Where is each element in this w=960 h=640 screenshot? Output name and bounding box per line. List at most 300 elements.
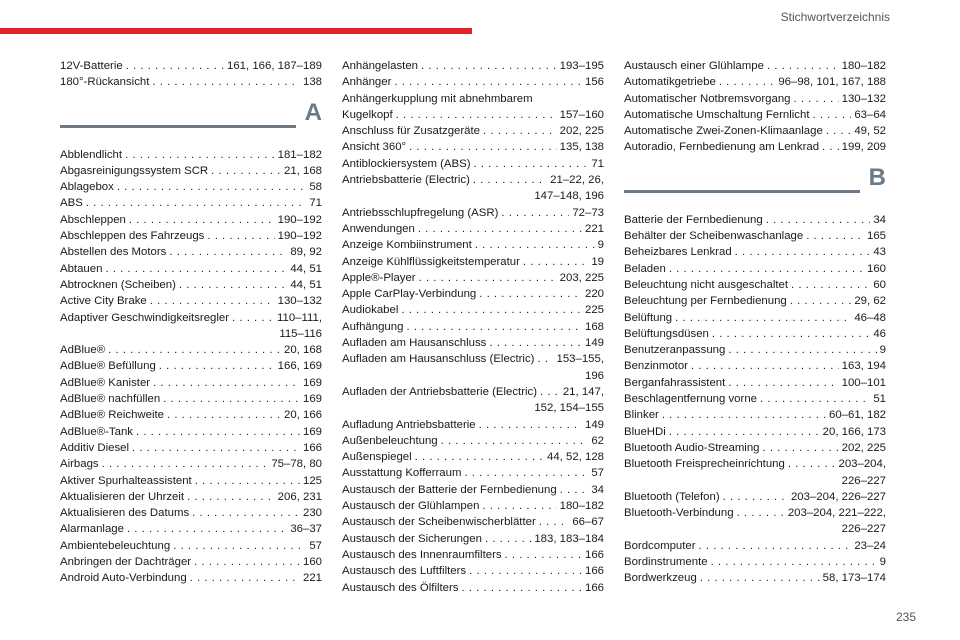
index-pages: 169	[302, 376, 322, 389]
leader-dots	[489, 335, 582, 351]
index-pages: 71	[309, 197, 322, 210]
leader-dots	[539, 514, 570, 530]
index-term: Bluetooth-Verbindung	[624, 507, 734, 520]
leader-dots	[699, 538, 852, 554]
index-entry	[342, 319, 604, 335]
index-pages: 44, 52, 128	[546, 451, 604, 464]
page-number: 235	[895, 610, 916, 624]
index-entry	[60, 570, 322, 586]
index-entry	[342, 465, 604, 481]
leader-dots	[126, 58, 224, 74]
index-pages: 58	[309, 181, 322, 194]
leader-dots	[406, 319, 582, 335]
leader-dots	[108, 342, 281, 358]
leader-dots	[711, 554, 877, 570]
index-pages: 199, 209	[841, 141, 886, 154]
leader-dots	[763, 440, 839, 456]
index-pages: 221	[302, 572, 322, 585]
leader-dots	[788, 456, 836, 472]
index-term: Austausch einer Glühlampe	[624, 60, 764, 72]
index-entry	[60, 440, 322, 456]
index-term: Automatische Umschaltung Fernlicht	[624, 108, 810, 121]
index-term: Aktiver Spurhalteassistent	[60, 474, 192, 487]
top-entries	[624, 58, 886, 156]
index-pages: 20, 168	[283, 344, 322, 357]
index-pages: 51	[873, 393, 886, 406]
index-entry	[60, 163, 322, 179]
index-pages: 160	[302, 556, 322, 569]
index-term: Audiokabel	[342, 304, 399, 317]
index-entry	[342, 156, 604, 172]
index-term: ABS	[60, 197, 83, 210]
index-term: AdBlue® nachfüllen	[60, 393, 161, 406]
leader-dots	[105, 261, 287, 277]
index-entry	[624, 91, 886, 107]
leader-dots	[169, 244, 287, 260]
index-entry	[342, 302, 604, 318]
leader-dots	[464, 465, 588, 481]
index-pages: 190–192	[277, 213, 322, 226]
leader-dots	[700, 570, 820, 586]
index-term: Aufladung Antriebsbatterie	[342, 418, 476, 431]
index-entry	[342, 74, 604, 90]
index-pages: 20, 166	[283, 409, 322, 422]
index-entry	[624, 342, 886, 358]
leader-dots	[127, 521, 287, 537]
index-pages: 203–204, 226–227	[790, 490, 886, 503]
section-letter: A	[304, 98, 322, 126]
index-pages: 57	[591, 467, 604, 480]
index-entry	[342, 449, 604, 465]
index-pages: 9	[879, 556, 886, 569]
index-pages: 75–78, 80	[271, 458, 322, 471]
index-entry	[342, 351, 604, 384]
leader-dots	[826, 123, 852, 139]
index-entry	[60, 375, 322, 391]
index-entry	[342, 433, 604, 449]
index-term: Abschleppen des Fahrzeugs	[60, 230, 205, 243]
index-term: Ambientebeleuchtung	[60, 539, 171, 552]
index-term: Antriebsbatterie (Electric)	[342, 174, 470, 187]
index-pages: 44, 51	[290, 278, 322, 291]
index-entry	[624, 139, 886, 155]
leader-dots	[117, 179, 306, 195]
index-pages: 169	[302, 425, 322, 438]
leader-dots	[462, 580, 582, 596]
index-pages: 202, 225	[559, 125, 604, 138]
index-term: Abblendlicht	[60, 148, 123, 161]
leader-dots	[86, 195, 307, 211]
index-pages: 125	[302, 474, 322, 487]
index-pages: 149	[584, 418, 604, 431]
index-pages: 168	[584, 320, 604, 333]
index-term: Bordwerkzeug	[624, 572, 697, 585]
index-entry	[60, 212, 322, 228]
index-entry	[60, 489, 322, 505]
index-pages: 153–155,	[556, 353, 604, 366]
section-entries	[60, 147, 322, 587]
index-term: Bluetooth Audio-Streaming	[624, 441, 760, 454]
index-term: Aufladen am Hausanschluss (Electric)	[342, 353, 535, 366]
index-pages: 203, 225	[559, 271, 604, 284]
index-term: Beleuchtung nicht ausgeschaltet	[624, 278, 789, 291]
leader-dots	[482, 498, 556, 514]
index-term: Anbringen der Dachträger	[60, 556, 192, 569]
leader-dots	[560, 482, 589, 498]
leader-dots	[501, 205, 569, 221]
index-entry	[342, 237, 604, 253]
index-entry	[624, 293, 886, 309]
leader-dots	[794, 91, 839, 107]
index-pages: 149	[584, 337, 604, 350]
leader-dots	[419, 270, 557, 286]
index-pages: 34	[591, 483, 604, 496]
leader-dots	[728, 342, 876, 358]
leader-dots	[125, 147, 275, 163]
index-term: Active City Brake	[60, 295, 147, 308]
leader-dots	[167, 407, 281, 423]
leader-dots	[469, 563, 582, 579]
index-term: Austausch des Innenraumfilters	[342, 548, 502, 561]
index-pages: 60–61, 182	[828, 409, 886, 422]
index-entry	[342, 107, 604, 123]
index-term: Android Auto-Verbindung	[60, 572, 187, 585]
index-term: Abschleppen	[60, 213, 126, 226]
leader-dots	[163, 391, 300, 407]
leader-dots	[669, 261, 864, 277]
index-entry	[624, 244, 886, 260]
index-pages: 19	[591, 255, 604, 268]
index-pages: 166	[584, 548, 604, 561]
index-pages: 58, 173–174	[822, 572, 886, 585]
index-entry	[624, 261, 886, 277]
index-term: Aufhängung	[342, 320, 404, 333]
index-entry	[624, 107, 886, 123]
index-term: Ausstattung Kofferraum	[342, 467, 462, 480]
leader-dots	[540, 384, 560, 400]
leader-dots	[173, 538, 306, 554]
index-pages: 60	[873, 278, 886, 291]
leader-dots	[421, 58, 557, 74]
index-term: Additiv Diesel	[60, 441, 130, 454]
index-term: Anhänger	[342, 76, 392, 89]
section-letter: B	[868, 163, 886, 191]
leader-dots	[132, 440, 300, 456]
index-entry	[342, 417, 604, 433]
index-pages: 203–204, 221–222,	[787, 507, 886, 520]
leader-dots	[737, 505, 785, 521]
leader-dots	[473, 172, 547, 188]
index-entry	[60, 147, 322, 163]
index-term: Kugelkopf	[342, 108, 393, 121]
index-pages: 9	[597, 239, 604, 252]
index-entry	[60, 554, 322, 570]
section-rule	[624, 190, 860, 193]
header-title: Stichwortverzeichnis	[780, 10, 890, 24]
leader-dots	[136, 424, 300, 440]
index-term: Anhängelasten	[342, 60, 419, 72]
leader-dots	[485, 531, 531, 547]
leader-dots	[712, 326, 870, 342]
leader-dots	[537, 351, 553, 367]
index-term: Austausch des Ölfilters	[342, 581, 459, 594]
index-term: Belüftung	[624, 311, 673, 324]
leader-dots	[102, 456, 269, 472]
index-entry	[342, 563, 604, 579]
leader-dots	[394, 74, 582, 90]
index-term: Antiblockiersystem (ABS)	[342, 157, 471, 170]
index-entry	[624, 440, 886, 456]
leader-dots	[662, 407, 826, 423]
leader-dots	[767, 58, 839, 74]
index-entry	[342, 123, 604, 139]
index-entry	[60, 74, 322, 90]
index-term: Austausch der Sicherungen	[342, 532, 482, 545]
leader-dots	[150, 293, 275, 309]
leader-dots	[505, 547, 582, 563]
index-pages: 183, 183–184	[534, 532, 604, 545]
index-term: AdBlue®-Tank	[60, 425, 133, 438]
section-rule	[60, 125, 296, 128]
index-term: Airbags	[60, 458, 99, 471]
index-pages: 62	[591, 434, 604, 447]
index-entry	[342, 547, 604, 563]
index-pages: 43	[873, 246, 886, 259]
index-entry	[60, 456, 322, 472]
index-entry	[624, 228, 886, 244]
index-entry	[342, 172, 604, 205]
index-entry	[342, 514, 604, 530]
index-pages: 72–73	[572, 206, 604, 219]
index-entry	[60, 407, 322, 423]
index-term: Benutzeranpassung	[624, 344, 726, 357]
index-pages: 166	[302, 441, 322, 454]
index-term: Beleuchtung per Fernbedienung	[624, 295, 787, 308]
index-entry	[342, 531, 604, 547]
index-term: Anschluss für Zusatzgeräte	[342, 125, 481, 138]
index-term: AdBlue® Befüllung	[60, 360, 156, 373]
index-pages: 163, 194	[841, 360, 886, 373]
index-entry	[60, 179, 322, 195]
index-term: Apple CarPlay-Verbindung	[342, 288, 477, 301]
index-term: Automatischer Notbremsvorgang	[624, 92, 791, 105]
index-term: Blinker	[624, 409, 659, 422]
leader-dots	[129, 212, 275, 228]
index-term: Austausch der Scheibenwischerblätter	[342, 516, 536, 529]
index-entry	[342, 498, 604, 514]
index-term: Beheizbares Lenkrad	[624, 246, 732, 259]
leader-dots	[415, 449, 544, 465]
index-pages: 190–192	[277, 230, 322, 243]
index-pages: 181–182	[277, 148, 322, 161]
leader-dots	[207, 228, 274, 244]
leader-dots	[190, 570, 300, 586]
index-term: Bluetooth (Telefon)	[624, 490, 720, 503]
index-pages-continued: 226–227	[841, 474, 886, 487]
index-pages-continued: 115–116	[279, 327, 322, 340]
index-pages: 166, 169	[277, 360, 322, 373]
leader-dots	[760, 391, 870, 407]
index-term: Benzinmotor	[624, 360, 688, 373]
index-term: Behälter der Scheibenwaschanlage	[624, 230, 804, 243]
index-pages: 225	[584, 304, 604, 317]
index-pages: 9	[879, 344, 886, 357]
leader-dots	[187, 489, 275, 505]
section-heading-b	[624, 163, 886, 204]
index-entry	[624, 277, 886, 293]
index-column-2	[342, 58, 604, 596]
section-entries	[624, 212, 886, 587]
index-term: 180°-Rückansicht	[60, 76, 150, 89]
leader-dots	[669, 424, 820, 440]
leader-dots	[483, 123, 557, 139]
index-term: Außenbeleuchtung	[342, 434, 438, 447]
index-pages-continued: 196	[584, 369, 604, 382]
index-pages: 220	[584, 288, 604, 301]
index-term: Ansicht 360°	[342, 141, 407, 154]
index-term: Ablagebox	[60, 181, 114, 194]
index-entry	[342, 482, 604, 498]
leader-dots	[195, 473, 300, 489]
index-term: Automatikgetriebe	[624, 76, 716, 89]
leader-dots	[194, 554, 300, 570]
index-term: BlueHDi	[624, 425, 666, 438]
index-entry	[342, 205, 604, 221]
index-entry	[624, 456, 886, 489]
index-term: AdBlue® Reichweite	[60, 409, 165, 422]
index-term: Abstellen des Motors	[60, 246, 167, 259]
index-entry	[342, 580, 604, 596]
index-pages: 156	[584, 76, 604, 89]
leader-dots	[396, 107, 557, 123]
leader-dots	[728, 375, 838, 391]
index-pages-continued: 226–227	[841, 523, 886, 536]
index-entry	[60, 277, 322, 293]
index-term: AdBlue® Kanister	[60, 376, 151, 389]
leader-dots	[735, 244, 871, 260]
index-entry	[342, 384, 604, 417]
index-entry	[624, 424, 886, 440]
index-pages: 63–64	[854, 108, 886, 121]
index-term: Alarmanlage	[60, 523, 124, 536]
leader-dots	[479, 286, 582, 302]
index-term: Austausch der Glühlampen	[342, 500, 480, 513]
index-entry	[342, 254, 604, 270]
leader-dots	[418, 221, 582, 237]
index-term: Austausch der Batterie der Fernbedienung	[342, 483, 557, 496]
index-entry	[60, 195, 322, 211]
index-pages: 138	[302, 76, 322, 89]
leader-dots	[719, 74, 776, 90]
leader-dots	[813, 107, 852, 123]
leader-dots	[401, 302, 582, 318]
leader-dots	[152, 74, 300, 90]
leader-dots	[159, 358, 275, 374]
index-term: Beladen	[624, 262, 666, 275]
index-entry	[624, 310, 886, 326]
index-term: Abgasreinigungssystem SCR	[60, 164, 209, 177]
index-entry	[624, 570, 886, 586]
index-term: Abtauen	[60, 262, 103, 275]
index-entry	[60, 391, 322, 407]
leader-dots	[211, 163, 281, 179]
index-term: Aktualisieren des Datums	[60, 507, 190, 520]
index-entry	[60, 293, 322, 309]
index-pages: 203–204,	[838, 458, 886, 471]
index-pages: 36–37	[290, 523, 322, 536]
index-pages: 180–182	[559, 500, 604, 513]
index-entry	[624, 375, 886, 391]
index-entry	[624, 538, 886, 554]
index-term: Aktualisieren der Uhrzeit	[60, 490, 185, 503]
index-entry	[624, 74, 886, 90]
index-entry	[60, 244, 322, 260]
index-pages: 221	[584, 222, 604, 235]
leader-dots	[179, 277, 287, 293]
leader-dots	[153, 375, 300, 391]
index-pages: 160	[866, 262, 886, 275]
index-pages: 206, 231	[277, 490, 322, 503]
index-pages: 89, 92	[290, 246, 322, 259]
index-pages: 193–195	[559, 60, 604, 72]
index-entry	[624, 407, 886, 423]
index-pages: 202, 225	[841, 441, 886, 454]
leader-dots	[691, 358, 839, 374]
index-entry	[624, 554, 886, 570]
leader-dots	[766, 212, 871, 228]
index-entry	[60, 424, 322, 440]
index-entry	[60, 342, 322, 358]
index-entry	[624, 391, 886, 407]
index-entry	[342, 335, 604, 351]
index-pages: 34	[873, 213, 886, 226]
index-entry	[624, 489, 886, 505]
index-entry	[60, 521, 322, 537]
index-term: AdBlue®	[60, 344, 106, 357]
index-pages: 161, 166, 187–189	[226, 60, 322, 72]
index-term: Berganfahrassistent	[624, 376, 726, 389]
index-entry	[342, 91, 604, 107]
index-pages: 44, 51	[290, 262, 322, 275]
index-pages: 21, 147,	[562, 385, 604, 398]
index-term: Abtrocknen (Scheiben)	[60, 278, 176, 291]
leader-dots	[475, 237, 595, 253]
index-pages: 100–101	[841, 376, 886, 389]
leader-dots	[479, 417, 582, 433]
index-pages: 180–182	[841, 60, 886, 72]
header-accent-bar	[0, 28, 472, 34]
index-term: Anzeige Kombiinstrument	[342, 239, 472, 252]
index-pages: 230	[302, 507, 322, 520]
index-entry	[60, 310, 322, 343]
leader-dots	[791, 277, 870, 293]
leader-dots	[723, 489, 788, 505]
index-pages: 46–48	[854, 311, 886, 324]
section-heading-a	[60, 98, 322, 139]
leader-dots	[192, 505, 300, 521]
leader-dots	[675, 310, 851, 326]
index-entry	[60, 358, 322, 374]
index-pages: 46	[873, 327, 886, 340]
index-pages: 20, 166, 173	[822, 425, 886, 438]
index-term: Beschlagentfernung vorne	[624, 393, 757, 406]
index-term: Anhängerkupplung mit abnehmbarem	[342, 92, 533, 105]
index-pages: 57	[309, 539, 322, 552]
index-pages: 166	[584, 581, 604, 594]
index-pages: 96–98, 101, 167, 188	[778, 76, 886, 89]
index-term: 12V-Batterie	[60, 60, 123, 72]
index-term: Austausch des Luftfilters	[342, 565, 467, 578]
